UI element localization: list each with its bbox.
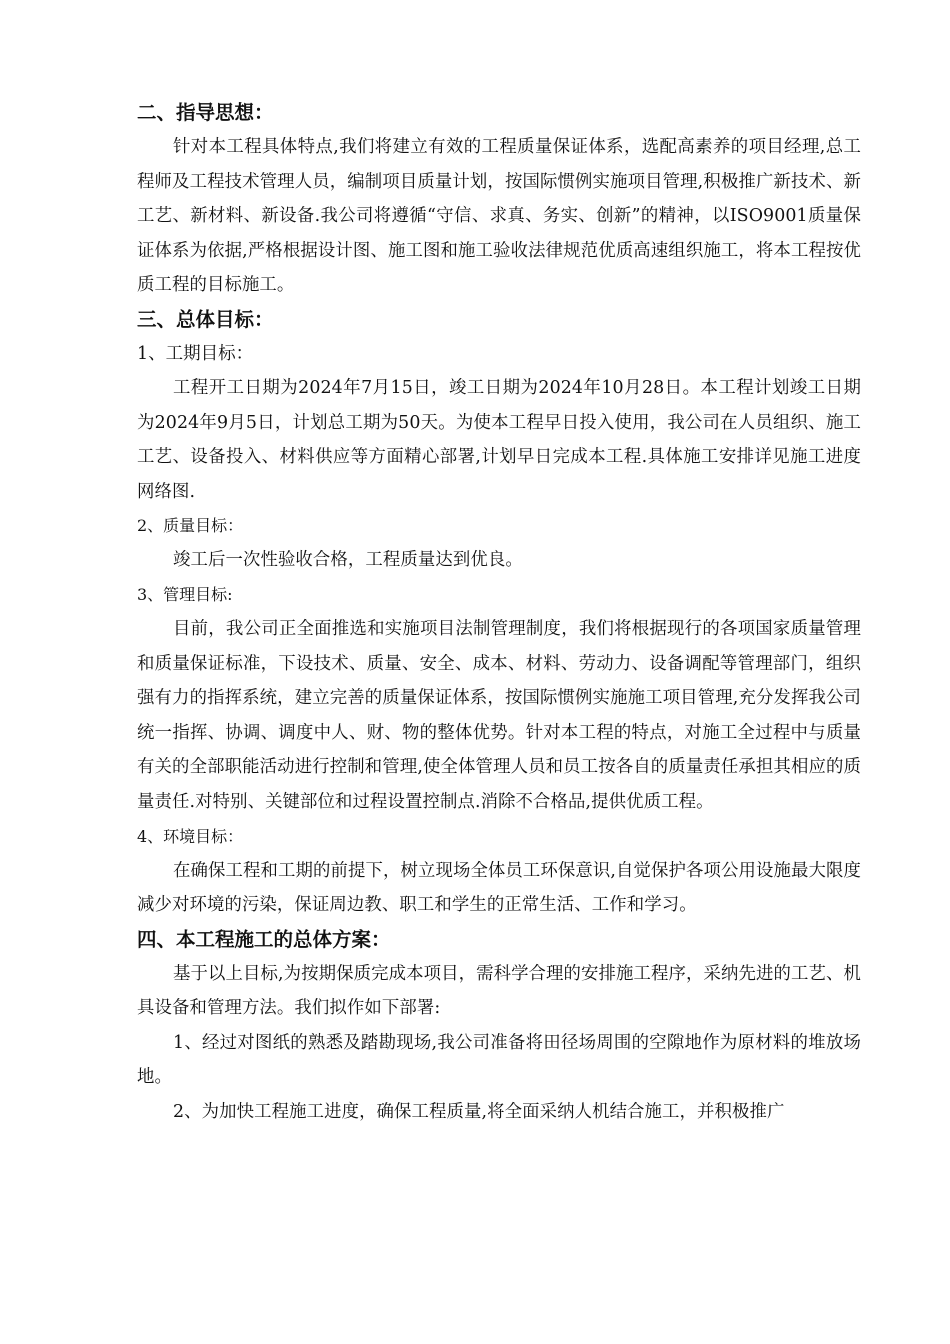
plan-intro-paragraph: 基于以上目标,为按期保质完成本项目，需科学合理的安排施工程序，采纳先进的工艺、机具设备和管理方法。我们拟作如下部署: xyxy=(137,963,861,1019)
section-heading-goals: 三、总体目标： xyxy=(137,307,274,331)
guiding-paragraph: 针对本工程具体特点,我们将建立有效的工程质量保证体系，选配高素养的项目经理,总工程师及工程技术管理人员，编制项目质量计划，按国际惯例实施项目管理,积极推广新技术、新工艺、新材料、新设备.我公司将遵循“守信、求真、务实、创新”的精神，以ISO9001质量保证体系为依据,严格根据设计图、施工图和施工验收法律规范优质高速组织施工，将本工程按优质工程的目标施工。 xyxy=(137,137,861,296)
schedule-goal-paragraph: 工程开工日期为2024年7月15日，竣工日期为2024年10月28日。本工程计划竣工日期为2024年9月5日，计划总工期为50天。为使本工程早日投入使用，我公司在人员组织、施工工艺、设备投入、材料供应等方面精心部署,计划早日完成本工程.具体施工安排详见施工进度网络图. xyxy=(137,377,861,502)
section-heading-plan: 四、本工程施工的总体方案： xyxy=(137,927,391,951)
quality-goal-paragraph: 竣工后一次性验收合格，工程质量达到优良。 xyxy=(173,550,523,571)
management-goal-paragraph: 目前，我公司正全面推选和实施项目法制管理制度，我们将根据现行的各项国家质量管理和质量保证标准，下设技术、质量、安全、成本、材料、劳动力、设备调配等管理部门，组织强有力的指挥系统，建立完善的质量保证体系，按国际惯例实施施工项目管理,充分发挥我公司统一指挥、协调、调度中人、财、物的整体优势。针对本工程的特点，对施工全过程中与质量有关的全部职能活动进行控制和管理,使全体管理人员和员工按各自的质量责任承担其相应的质量责任.对特别、关键部位和过程设置控制点.消除不合格品,提供优质工程。 xyxy=(137,618,861,812)
section-heading-guiding: 二、指导思想： xyxy=(137,101,274,124)
schedule-goal-label: 1、工期目标： xyxy=(137,343,254,364)
plan-item-2: 2、为加快工程施工进度，确保工程质量,将全面采纳人机结合施工，并积极推广 xyxy=(173,1102,785,1123)
document-page xyxy=(137,96,861,1130)
environment-goal-label: 4、环境目标： xyxy=(137,826,244,846)
plan-item-1: 1、经过对图纸的熟悉及踏勘现场,我公司准备将田径场周围的空隙地作为原材料的堆放场地。 xyxy=(137,1032,861,1088)
environment-goal-paragraph: 在确保工程和工期的前提下，树立现场全体员工环保意识,自觉保护各项公用设施最大限度减少对环境的污染，保证周边教、职工和学生的正常生活、工作和学习。 xyxy=(137,860,861,916)
quality-goal-label: 2、质量目标： xyxy=(137,516,244,536)
management-goal-label: 3、管理目标: xyxy=(137,584,233,604)
